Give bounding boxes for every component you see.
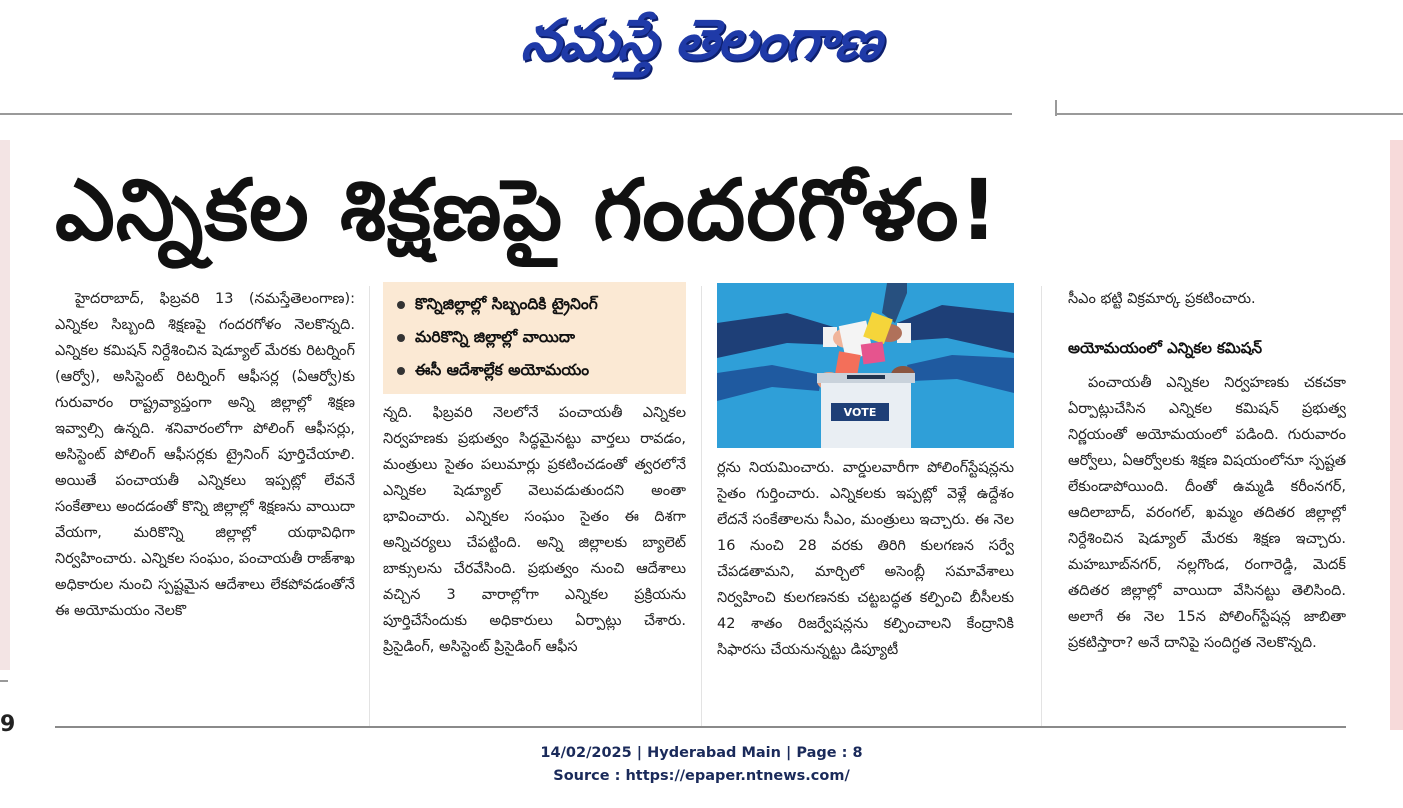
- bullet-icon: [397, 367, 405, 375]
- bullet-icon: [397, 301, 405, 309]
- highlight-item: [393, 288, 676, 321]
- bullet-icon: [397, 334, 405, 342]
- ballot-box-illustration: [717, 283, 1014, 448]
- highlight-item: [393, 321, 676, 354]
- article-column-3: ర్లను నియమించారు. వార్డులవారీగా పోలింగ్‌స్టేషన్లను సైతం గుర్తించారు. ఎన్నికలకు ఇప్పట్లో వెళ్లే ఉద్దేశం లేదనే సంకేతాలను సీఎం, మంత్రులు ఇచ్చారు. ఈ నెల 16 నుంచి 28 వరకు తిరిగి కులగణన సర్వే చేపడతామని, మార్చిలో అసెంబ్లీ సమావేశాలు నిర్వహించి కులగణనకు చట్టబద్ధత కల్పించి బీసీలకు 42 శాతం రిజర్వేషన్లను కల్పించాలని కేంద్రానికి సిఫారసు చేయనున్నట్టు డిప్యూటీ: [717, 460, 1014, 658]
- masthead: [0, 0, 1403, 80]
- footer-divider: [55, 726, 1346, 728]
- column-divider: [1041, 286, 1042, 726]
- newspaper-logo: నమస్తే తెలంగాణ: [518, 8, 885, 73]
- voting-hands-graphic: [717, 283, 1014, 448]
- edge-fragment: 9: [0, 712, 16, 737]
- article-column-4: పంచాయతీ ఎన్నికల నిర్వహణకు చకచకా ఏర్పాట్లుచేసిన ఎన్నికల కమిషన్‌ ప్రభుత్వ నిర్ణయంతో అయోమయంలో పడింది. గురువారం ఆర్వోలు, ఏఆర్వోలకు శిక్షణ విషయంలోనూ స్పష్టత లేకుండాపోయింది. దీంతో ఉమ్మడి కరీంనగర్‌, ఆదిలాబాద్‌, వరంగల్‌, ఖమ్మం తదితర జిల్లాల్లో నిర్దేశించిన షెడ్యూల్‌ మేరకు శిక్షణ ఇచ్చారు. మహబూబ్‌నగర్‌, నల్లగొండ, రంగారెడ్డి, మెదక్‌ తదితర జిల్లాల్లో వాయిదా వేసినట్టు తెలిసింది. అలాగే ఈ నెల 15న పోలింగ్‌స్టేషన్ల జాబితా ప్రకటిస్తారా? అనే దానిపై సందిగ్ధత నెలకొన్నది.: [1068, 375, 1346, 651]
- highlight-text: కొన్నిజిల్లాల్లో సిబ్బందికి ట్రైనింగ్: [415, 295, 598, 313]
- source-link[interactable]: Source : https://epaper.ntnews.com/: [553, 768, 850, 784]
- ballot-label: VOTE: [843, 406, 877, 419]
- article-headline: ఎన్నికల శిక్షణపై గందరగోళం!: [55, 161, 999, 259]
- header-divider: [0, 113, 1012, 115]
- column-divider: [369, 286, 370, 726]
- highlights-box: [383, 282, 686, 394]
- highlight-item: [393, 354, 676, 387]
- article-column-4-lead: సీఎం భట్టి విక్రమార్క ప్రకటించారు.: [1068, 291, 1256, 307]
- column-divider: [701, 286, 702, 726]
- highlight-text: ఈసీ ఆదేశాల్లేక అయోమయం: [415, 361, 590, 379]
- article-subheading: అయోమయంలో ఎన్నికల కమిషన్‌: [1068, 339, 1262, 357]
- article-column-1: హైదరాబాద్‌, ఫిబ్రవరి 13 (నమస్తేతెలంగాణ): ఎన్నికల సిబ్బంది శిక్షణపై గందరగోళం నెలకొన్నది. ఎన్నికల కమిషన్‌ నిర్దేశించిన షెడ్యూల్‌ మేరకు రిటర్నింగ్‌ (ఆర్వో), అసిస్టెంట్‌ రిటర్నింగ్‌ ఆఫీసర్ల (ఏఆర్వో)కు గురువారం రాష్ట్రవ్యాప్తంగా అన్ని జిల్లాల్లో శిక్షణ ఇవ్వాల్సి ఉన్నది. శనివారంలోగా పోలింగ్‌ ఆఫీసర్లు, అసిస్టెంట్‌ పోలింగ్‌ ఆఫీసర్లకు ట్రైనింగ్‌ పూర్తిచేయాలి. అయితే పంచాయతీ ఎన్నికలు ఇప్పట్లో లేవనే సంకేతాలు అందడంతో కొన్ని జిల్లాల్లో శిక్షణను వాయిదా వేయగా, మరికొన్ని జిల్లాల్లో యథావిధిగా నిర్వహించారు. ఎన్నికల సంఘం, పంచాయతీ రాజ్‌శాఖ అధికారుల నుంచి స్పష్టమైన ఆదేశాలు లేకపోవడంతోనే ఈ అయోమయం నెలకొ: [55, 291, 355, 619]
- adjacent-page-edge-left: [0, 140, 10, 670]
- edge-divider: [0, 680, 8, 682]
- adjacent-page-edge-right: [1390, 140, 1403, 730]
- highlight-text: మరికొన్ని జిల్లాల్లో వాయిదా: [415, 328, 575, 346]
- article-column-2: న్నది. ఫిబ్రవరి నెలలోనే పంచాయతీ ఎన్నికల నిర్వహణకు ప్రభుత్వం సిద్ధమైనట్టు వార్తలు రావడం, మంత్రులు సైతం పలుమార్లు ప్రకటించడంతో త్వరలోనే ఎన్నికల షెడ్యూల్‌ వెలువడుతుందని అంతా భావించారు. ఎన్నికల సంఘం సైతం ఈ దిశగా అన్నిచర్యలు చేపట్టింది. అన్ని జిల్లాలకు బ్యాలెట్‌ బాక్సులను చేరవేసింది. ప్రభుత్వం నుంచి ఆదేశాలు వచ్చిన 3 వారాల్లోగా ఎన్నికల ప్రక్రియను పూర్తిచేసేందుకు అధికారులు ఏర్పాట్లు చేశారు. ప్రిసైడింగ్‌, అసిస్టెంట్‌ ప్రిసైడింగ్‌ ఆఫీస: [383, 405, 686, 655]
- edition-info: 14/02/2025 | Hyderabad Main | Page : 8: [540, 745, 863, 761]
- header-divider-right: [1055, 113, 1403, 115]
